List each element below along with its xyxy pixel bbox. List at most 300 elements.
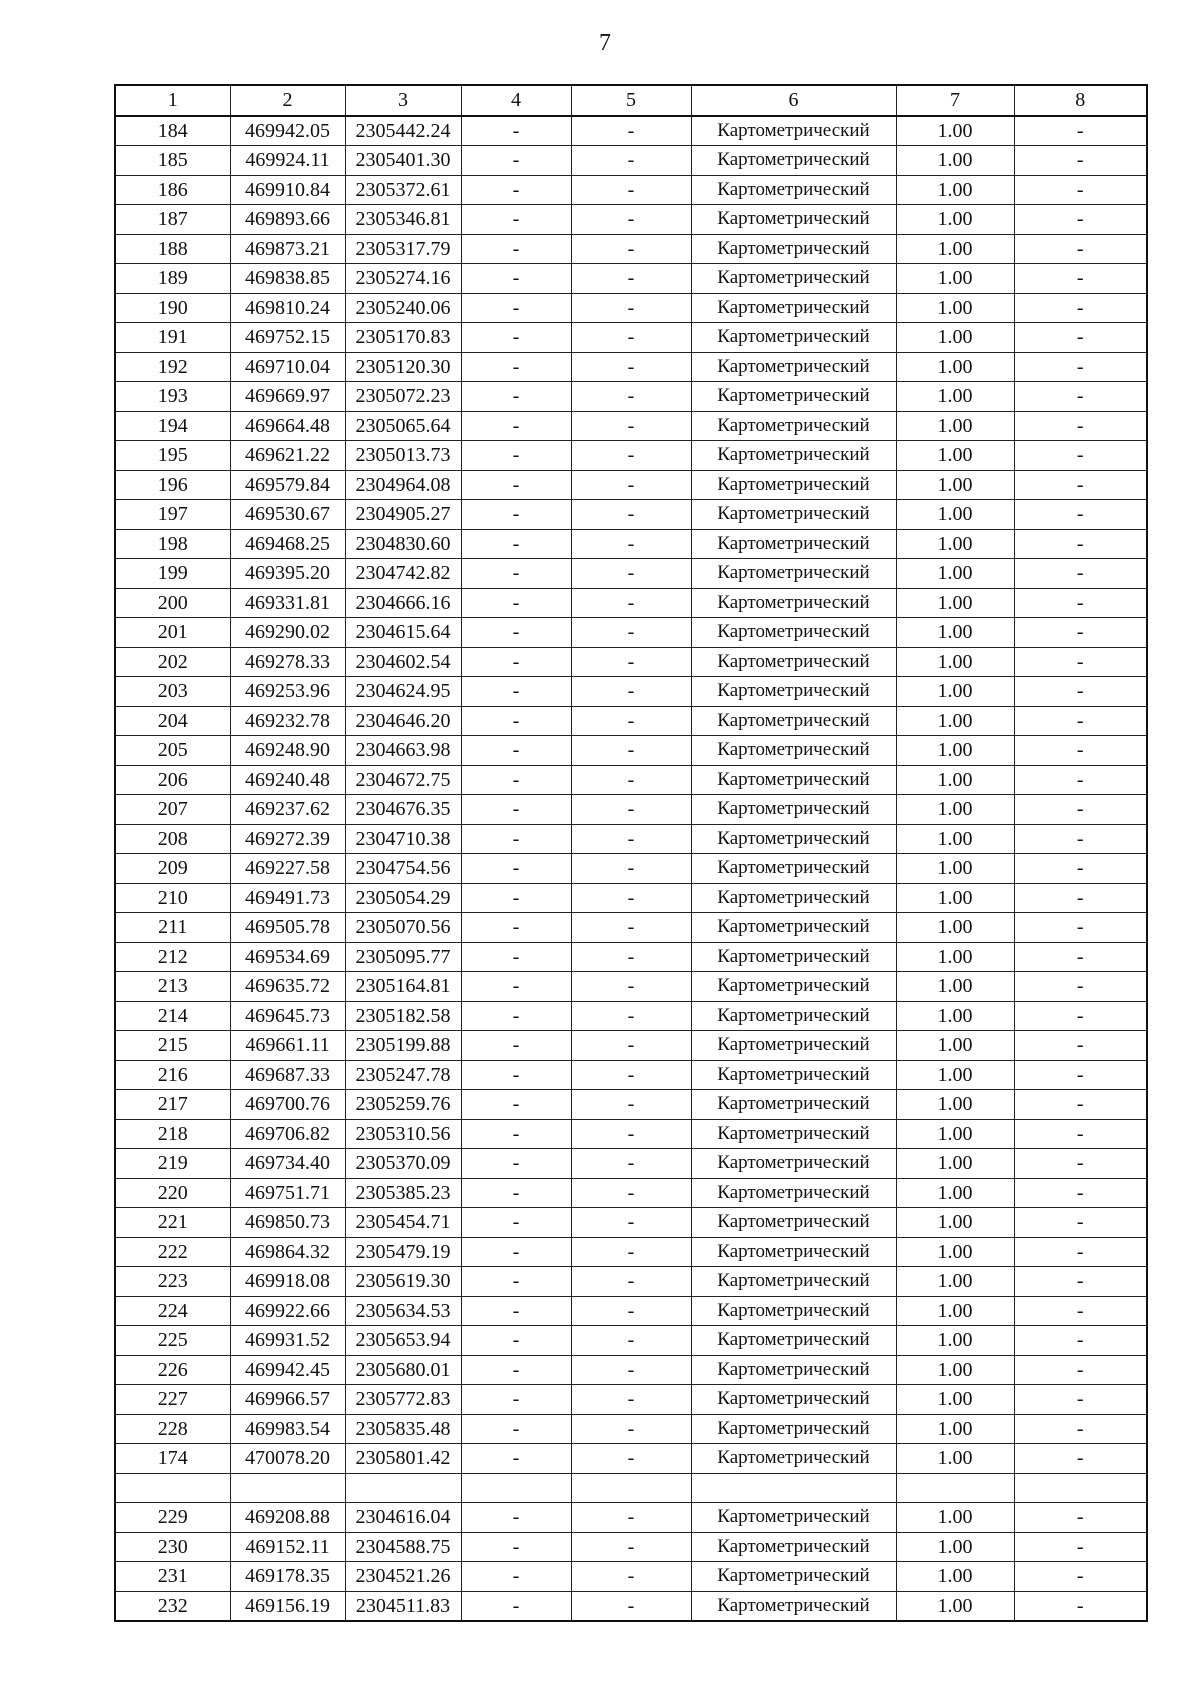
col4-cell: - bbox=[461, 1208, 571, 1238]
x-coordinate-cell: 469227.58 bbox=[230, 854, 345, 884]
table-row bbox=[115, 1060, 1147, 1090]
col5-cell: - bbox=[571, 1532, 691, 1562]
y-coordinate-cell: 2305070.56 bbox=[345, 913, 461, 943]
col5-cell: - bbox=[571, 795, 691, 825]
point-number-cell: 230 bbox=[115, 1532, 230, 1562]
x-coordinate-cell: 469700.76 bbox=[230, 1090, 345, 1120]
point-number-cell: 202 bbox=[115, 647, 230, 677]
col8-cell: - bbox=[1014, 1591, 1147, 1621]
col8-cell: - bbox=[1014, 323, 1147, 353]
x-coordinate-cell: 469468.25 bbox=[230, 529, 345, 559]
col4-cell: - bbox=[461, 942, 571, 972]
column-header: 1 bbox=[115, 85, 230, 116]
col5-cell: - bbox=[571, 1208, 691, 1238]
x-coordinate-cell: 469645.73 bbox=[230, 1001, 345, 1031]
point-number-cell: 215 bbox=[115, 1031, 230, 1061]
accuracy-cell: 1.00 bbox=[896, 972, 1014, 1002]
col8-cell: - bbox=[1014, 1326, 1147, 1356]
col8-cell: - bbox=[1014, 1355, 1147, 1385]
col5-cell: - bbox=[571, 441, 691, 471]
col5-cell: - bbox=[571, 618, 691, 648]
accuracy-cell: 1.00 bbox=[896, 1178, 1014, 1208]
accuracy-cell: 1.00 bbox=[896, 1208, 1014, 1238]
col8-cell: - bbox=[1014, 883, 1147, 913]
col5-cell: - bbox=[571, 529, 691, 559]
col5-cell: - bbox=[571, 1444, 691, 1474]
col4-cell bbox=[461, 1473, 571, 1503]
col5-cell: - bbox=[571, 854, 691, 884]
table-row bbox=[115, 116, 1147, 146]
method-cell: Картометрический bbox=[691, 824, 896, 854]
table-row bbox=[115, 706, 1147, 736]
method-cell: Картометрический bbox=[691, 146, 896, 176]
x-coordinate-cell: 469253.96 bbox=[230, 677, 345, 707]
col8-cell: - bbox=[1014, 1060, 1147, 1090]
col5-cell: - bbox=[571, 116, 691, 146]
method-cell: Картометрический bbox=[691, 1267, 896, 1297]
table-row bbox=[115, 264, 1147, 294]
col4-cell: - bbox=[461, 647, 571, 677]
col4-cell: - bbox=[461, 1296, 571, 1326]
col5-cell: - bbox=[571, 323, 691, 353]
col8-cell: - bbox=[1014, 175, 1147, 205]
table-row bbox=[115, 1326, 1147, 1356]
x-coordinate-cell: 469966.57 bbox=[230, 1385, 345, 1415]
y-coordinate-cell: 2305013.73 bbox=[345, 441, 461, 471]
accuracy-cell: 1.00 bbox=[896, 647, 1014, 677]
col5-cell: - bbox=[571, 1385, 691, 1415]
table-row bbox=[115, 1562, 1147, 1592]
x-coordinate-cell: 469931.52 bbox=[230, 1326, 345, 1356]
col4-cell: - bbox=[461, 1414, 571, 1444]
point-number-cell: 208 bbox=[115, 824, 230, 854]
accuracy-cell: 1.00 bbox=[896, 1385, 1014, 1415]
method-cell: Картометрический bbox=[691, 559, 896, 589]
x-coordinate-cell: 469924.11 bbox=[230, 146, 345, 176]
table-row bbox=[115, 1208, 1147, 1238]
accuracy-cell: 1.00 bbox=[896, 234, 1014, 264]
col5-cell: - bbox=[571, 205, 691, 235]
col5-cell: - bbox=[571, 1591, 691, 1621]
point-number-cell: 201 bbox=[115, 618, 230, 648]
y-coordinate-cell: 2305120.30 bbox=[345, 352, 461, 382]
col4-cell: - bbox=[461, 765, 571, 795]
col8-cell: - bbox=[1014, 500, 1147, 530]
method-cell: Картометрический bbox=[691, 706, 896, 736]
point-number-cell: 228 bbox=[115, 1414, 230, 1444]
y-coordinate-cell: 2304646.20 bbox=[345, 706, 461, 736]
col5-cell: - bbox=[571, 736, 691, 766]
accuracy-cell: 1.00 bbox=[896, 883, 1014, 913]
table-row bbox=[115, 441, 1147, 471]
accuracy-cell: 1.00 bbox=[896, 1296, 1014, 1326]
point-number-cell: 209 bbox=[115, 854, 230, 884]
col5-cell: - bbox=[571, 972, 691, 1002]
x-coordinate-cell: 469248.90 bbox=[230, 736, 345, 766]
y-coordinate-cell: 2305199.88 bbox=[345, 1031, 461, 1061]
point-number-cell: 204 bbox=[115, 706, 230, 736]
col4-cell: - bbox=[461, 411, 571, 441]
method-cell: Картометрический bbox=[691, 588, 896, 618]
y-coordinate-cell: 2305653.94 bbox=[345, 1326, 461, 1356]
point-number-cell: 213 bbox=[115, 972, 230, 1002]
method-cell: Картометрический bbox=[691, 1385, 896, 1415]
y-coordinate-cell: 2305346.81 bbox=[345, 205, 461, 235]
y-coordinate-cell: 2304511.83 bbox=[345, 1591, 461, 1621]
col4-cell: - bbox=[461, 264, 571, 294]
y-coordinate-cell: 2304666.16 bbox=[345, 588, 461, 618]
column-header: 3 bbox=[345, 85, 461, 116]
table-row bbox=[115, 234, 1147, 264]
point-number-cell: 231 bbox=[115, 1562, 230, 1592]
col4-cell: - bbox=[461, 588, 571, 618]
col4-cell: - bbox=[461, 293, 571, 323]
accuracy-cell: 1.00 bbox=[896, 441, 1014, 471]
col5-cell: - bbox=[571, 352, 691, 382]
table-row bbox=[115, 824, 1147, 854]
table-row bbox=[115, 1444, 1147, 1474]
col8-cell: - bbox=[1014, 765, 1147, 795]
method-cell: Картометрический bbox=[691, 647, 896, 677]
accuracy-cell: 1.00 bbox=[896, 1119, 1014, 1149]
accuracy-cell: 1.00 bbox=[896, 942, 1014, 972]
x-coordinate-cell: 469664.48 bbox=[230, 411, 345, 441]
col8-cell: - bbox=[1014, 1119, 1147, 1149]
table-row bbox=[115, 1031, 1147, 1061]
x-coordinate-cell: 469918.08 bbox=[230, 1267, 345, 1297]
col8-cell: - bbox=[1014, 205, 1147, 235]
point-number-cell: 191 bbox=[115, 323, 230, 353]
method-cell: Картометрический bbox=[691, 1060, 896, 1090]
col8-cell: - bbox=[1014, 293, 1147, 323]
method-cell: Картометрический bbox=[691, 618, 896, 648]
x-coordinate-cell: 469942.45 bbox=[230, 1355, 345, 1385]
method-cell: Картометрический bbox=[691, 765, 896, 795]
x-coordinate-cell: 469661.11 bbox=[230, 1031, 345, 1061]
method-cell: Картометрический bbox=[691, 205, 896, 235]
col8-cell: - bbox=[1014, 470, 1147, 500]
x-coordinate-cell: 469873.21 bbox=[230, 234, 345, 264]
table-row bbox=[115, 293, 1147, 323]
table-row bbox=[115, 323, 1147, 353]
accuracy-cell: 1.00 bbox=[896, 1060, 1014, 1090]
y-coordinate-cell: 2305385.23 bbox=[345, 1178, 461, 1208]
y-coordinate-cell: 2305170.83 bbox=[345, 323, 461, 353]
column-header: 5 bbox=[571, 85, 691, 116]
x-coordinate-cell: 469208.88 bbox=[230, 1503, 345, 1533]
x-coordinate-cell: 469635.72 bbox=[230, 972, 345, 1002]
method-cell bbox=[691, 1473, 896, 1503]
col4-cell: - bbox=[461, 854, 571, 884]
col4-cell: - bbox=[461, 1178, 571, 1208]
y-coordinate-cell: 2305454.71 bbox=[345, 1208, 461, 1238]
method-cell: Картометрический bbox=[691, 854, 896, 884]
table-row bbox=[115, 1591, 1147, 1621]
method-cell: Картометрический bbox=[691, 942, 896, 972]
method-cell: Картометрический bbox=[691, 411, 896, 441]
col4-cell: - bbox=[461, 1444, 571, 1474]
table-row bbox=[115, 1385, 1147, 1415]
col8-cell: - bbox=[1014, 824, 1147, 854]
col4-cell: - bbox=[461, 618, 571, 648]
col5-cell: - bbox=[571, 470, 691, 500]
table-row bbox=[115, 1414, 1147, 1444]
accuracy-cell: 1.00 bbox=[896, 1237, 1014, 1267]
x-coordinate-cell: 469734.40 bbox=[230, 1149, 345, 1179]
table-row bbox=[115, 588, 1147, 618]
col8-cell: - bbox=[1014, 588, 1147, 618]
y-coordinate-cell: 2305240.06 bbox=[345, 293, 461, 323]
y-coordinate-cell: 2305772.83 bbox=[345, 1385, 461, 1415]
x-coordinate-cell: 469278.33 bbox=[230, 647, 345, 677]
column-header: 2 bbox=[230, 85, 345, 116]
col5-cell: - bbox=[571, 1119, 691, 1149]
y-coordinate-cell: 2304615.64 bbox=[345, 618, 461, 648]
point-number-cell: 221 bbox=[115, 1208, 230, 1238]
point-number-cell: 192 bbox=[115, 352, 230, 382]
col4-cell: - bbox=[461, 1591, 571, 1621]
col5-cell: - bbox=[571, 588, 691, 618]
col5-cell: - bbox=[571, 1503, 691, 1533]
accuracy-cell: 1.00 bbox=[896, 323, 1014, 353]
accuracy-cell: 1.00 bbox=[896, 706, 1014, 736]
x-coordinate-cell: 469290.02 bbox=[230, 618, 345, 648]
point-number-cell: 195 bbox=[115, 441, 230, 471]
method-cell: Картометрический bbox=[691, 323, 896, 353]
col4-cell: - bbox=[461, 1503, 571, 1533]
accuracy-cell: 1.00 bbox=[896, 500, 1014, 530]
y-coordinate-cell: 2305310.56 bbox=[345, 1119, 461, 1149]
table-row bbox=[115, 942, 1147, 972]
method-cell: Картометрический bbox=[691, 441, 896, 471]
table-row bbox=[115, 1090, 1147, 1120]
col5-cell: - bbox=[571, 1149, 691, 1179]
col8-cell: - bbox=[1014, 559, 1147, 589]
point-number-cell: 200 bbox=[115, 588, 230, 618]
x-coordinate-cell: 469237.62 bbox=[230, 795, 345, 825]
point-number-cell: 210 bbox=[115, 883, 230, 913]
point-number-cell: 220 bbox=[115, 1178, 230, 1208]
y-coordinate-cell: 2304964.08 bbox=[345, 470, 461, 500]
method-cell: Картометрический bbox=[691, 175, 896, 205]
x-coordinate-cell: 469505.78 bbox=[230, 913, 345, 943]
y-coordinate-cell: 2304588.75 bbox=[345, 1532, 461, 1562]
y-coordinate-cell: 2304663.98 bbox=[345, 736, 461, 766]
point-number-cell: 185 bbox=[115, 146, 230, 176]
col8-cell: - bbox=[1014, 1296, 1147, 1326]
method-cell: Картометрический bbox=[691, 1414, 896, 1444]
accuracy-cell: 1.00 bbox=[896, 559, 1014, 589]
col4-cell: - bbox=[461, 795, 571, 825]
col4-cell: - bbox=[461, 1001, 571, 1031]
col4-cell: - bbox=[461, 1355, 571, 1385]
col8-cell: - bbox=[1014, 942, 1147, 972]
point-number-cell: 203 bbox=[115, 677, 230, 707]
col8-cell bbox=[1014, 1473, 1147, 1503]
table-row bbox=[115, 1001, 1147, 1031]
table-row bbox=[115, 559, 1147, 589]
method-cell: Картометрический bbox=[691, 736, 896, 766]
x-coordinate-cell: 469922.66 bbox=[230, 1296, 345, 1326]
y-coordinate-cell: 2305065.64 bbox=[345, 411, 461, 441]
col5-cell: - bbox=[571, 765, 691, 795]
col8-cell: - bbox=[1014, 146, 1147, 176]
y-coordinate-cell: 2305182.58 bbox=[345, 1001, 461, 1031]
table-header-row bbox=[115, 85, 1147, 116]
col5-cell: - bbox=[571, 1267, 691, 1297]
col5-cell: - bbox=[571, 1562, 691, 1592]
col5-cell: - bbox=[571, 824, 691, 854]
method-cell: Картометрический bbox=[691, 1149, 896, 1179]
col4-cell: - bbox=[461, 913, 571, 943]
col8-cell: - bbox=[1014, 1414, 1147, 1444]
table-row bbox=[115, 883, 1147, 913]
x-coordinate-cell: 469706.82 bbox=[230, 1119, 345, 1149]
point-number-cell: 214 bbox=[115, 1001, 230, 1031]
y-coordinate-cell: 2305835.48 bbox=[345, 1414, 461, 1444]
col5-cell: - bbox=[571, 1414, 691, 1444]
point-number-cell: 199 bbox=[115, 559, 230, 589]
col4-cell: - bbox=[461, 1119, 571, 1149]
col8-cell: - bbox=[1014, 264, 1147, 294]
y-coordinate-cell: 2305680.01 bbox=[345, 1355, 461, 1385]
point-number-cell: 216 bbox=[115, 1060, 230, 1090]
method-cell: Картометрический bbox=[691, 293, 896, 323]
y-coordinate-cell: 2305095.77 bbox=[345, 942, 461, 972]
table-row bbox=[115, 205, 1147, 235]
table-row bbox=[115, 1178, 1147, 1208]
accuracy-cell: 1.00 bbox=[896, 1149, 1014, 1179]
col8-cell: - bbox=[1014, 1149, 1147, 1179]
table-row bbox=[115, 736, 1147, 766]
method-cell: Картометрический bbox=[691, 1355, 896, 1385]
col5-cell: - bbox=[571, 559, 691, 589]
col4-cell: - bbox=[461, 736, 571, 766]
col5-cell: - bbox=[571, 1355, 691, 1385]
col8-cell: - bbox=[1014, 382, 1147, 412]
y-coordinate-cell: 2305634.53 bbox=[345, 1296, 461, 1326]
col4-cell: - bbox=[461, 677, 571, 707]
table-row bbox=[115, 1149, 1147, 1179]
col8-cell: - bbox=[1014, 677, 1147, 707]
table-body bbox=[115, 116, 1147, 1622]
table-row bbox=[115, 529, 1147, 559]
y-coordinate-cell: 2304672.75 bbox=[345, 765, 461, 795]
accuracy-cell: 1.00 bbox=[896, 765, 1014, 795]
col5-cell: - bbox=[571, 1090, 691, 1120]
method-cell: Картометрический bbox=[691, 1562, 896, 1592]
method-cell: Картометрический bbox=[691, 1503, 896, 1533]
method-cell: Картометрический bbox=[691, 1119, 896, 1149]
accuracy-cell: 1.00 bbox=[896, 205, 1014, 235]
col4-cell: - bbox=[461, 1562, 571, 1592]
y-coordinate-cell: 2305401.30 bbox=[345, 146, 461, 176]
point-number-cell: 186 bbox=[115, 175, 230, 205]
y-coordinate-cell: 2305372.61 bbox=[345, 175, 461, 205]
col4-cell: - bbox=[461, 352, 571, 382]
accuracy-cell: 1.00 bbox=[896, 352, 1014, 382]
col4-cell: - bbox=[461, 323, 571, 353]
accuracy-cell: 1.00 bbox=[896, 1414, 1014, 1444]
point-number-cell: 211 bbox=[115, 913, 230, 943]
table-row bbox=[115, 1296, 1147, 1326]
point-number-cell: 222 bbox=[115, 1237, 230, 1267]
col5-cell: - bbox=[571, 1031, 691, 1061]
point-number-cell: 226 bbox=[115, 1355, 230, 1385]
col4-cell: - bbox=[461, 146, 571, 176]
col5-cell: - bbox=[571, 234, 691, 264]
col8-cell: - bbox=[1014, 1444, 1147, 1474]
accuracy-cell: 1.00 bbox=[896, 529, 1014, 559]
x-coordinate-cell: 469534.69 bbox=[230, 942, 345, 972]
page-number: 7 bbox=[599, 30, 611, 56]
accuracy-cell: 1.00 bbox=[896, 116, 1014, 146]
x-coordinate-cell bbox=[230, 1473, 345, 1503]
point-number-cell: 227 bbox=[115, 1385, 230, 1415]
column-header: 8 bbox=[1014, 85, 1147, 116]
col8-cell: - bbox=[1014, 529, 1147, 559]
col4-cell: - bbox=[461, 1385, 571, 1415]
col8-cell: - bbox=[1014, 1267, 1147, 1297]
method-cell: Картометрический bbox=[691, 1237, 896, 1267]
point-number-cell: 206 bbox=[115, 765, 230, 795]
method-cell: Картометрический bbox=[691, 1001, 896, 1031]
col5-cell: - bbox=[571, 411, 691, 441]
x-coordinate-cell: 469178.35 bbox=[230, 1562, 345, 1592]
accuracy-cell: 1.00 bbox=[896, 470, 1014, 500]
col5-cell: - bbox=[571, 706, 691, 736]
accuracy-cell: 1.00 bbox=[896, 1532, 1014, 1562]
col8-cell: - bbox=[1014, 1178, 1147, 1208]
accuracy-cell: 1.00 bbox=[896, 293, 1014, 323]
method-cell: Картометрический bbox=[691, 264, 896, 294]
x-coordinate-cell: 469491.73 bbox=[230, 883, 345, 913]
y-coordinate-cell bbox=[345, 1473, 461, 1503]
point-number-cell: 187 bbox=[115, 205, 230, 235]
table-row bbox=[115, 972, 1147, 1002]
col8-cell: - bbox=[1014, 1503, 1147, 1533]
table-row bbox=[115, 618, 1147, 648]
method-cell: Картометрический bbox=[691, 972, 896, 1002]
y-coordinate-cell: 2304616.04 bbox=[345, 1503, 461, 1533]
col4-cell: - bbox=[461, 883, 571, 913]
col8-cell: - bbox=[1014, 1532, 1147, 1562]
col5-cell: - bbox=[571, 175, 691, 205]
y-coordinate-cell: 2305259.76 bbox=[345, 1090, 461, 1120]
point-number-cell: 218 bbox=[115, 1119, 230, 1149]
x-coordinate-cell: 469983.54 bbox=[230, 1414, 345, 1444]
x-coordinate-cell: 469810.24 bbox=[230, 293, 345, 323]
col4-cell: - bbox=[461, 234, 571, 264]
col8-cell: - bbox=[1014, 1031, 1147, 1061]
accuracy-cell: 1.00 bbox=[896, 1355, 1014, 1385]
col5-cell bbox=[571, 1473, 691, 1503]
method-cell: Картометрический bbox=[691, 1532, 896, 1562]
method-cell: Картометрический bbox=[691, 677, 896, 707]
table-row bbox=[115, 382, 1147, 412]
coordinates-table bbox=[114, 84, 1148, 1622]
method-cell: Картометрический bbox=[691, 382, 896, 412]
accuracy-cell: 1.00 bbox=[896, 588, 1014, 618]
column-header: 4 bbox=[461, 85, 571, 116]
col5-cell: - bbox=[571, 264, 691, 294]
table-row bbox=[115, 1355, 1147, 1385]
accuracy-cell: 1.00 bbox=[896, 854, 1014, 884]
col4-cell: - bbox=[461, 1237, 571, 1267]
col4-cell: - bbox=[461, 706, 571, 736]
y-coordinate-cell: 2305247.78 bbox=[345, 1060, 461, 1090]
x-coordinate-cell: 469240.48 bbox=[230, 765, 345, 795]
